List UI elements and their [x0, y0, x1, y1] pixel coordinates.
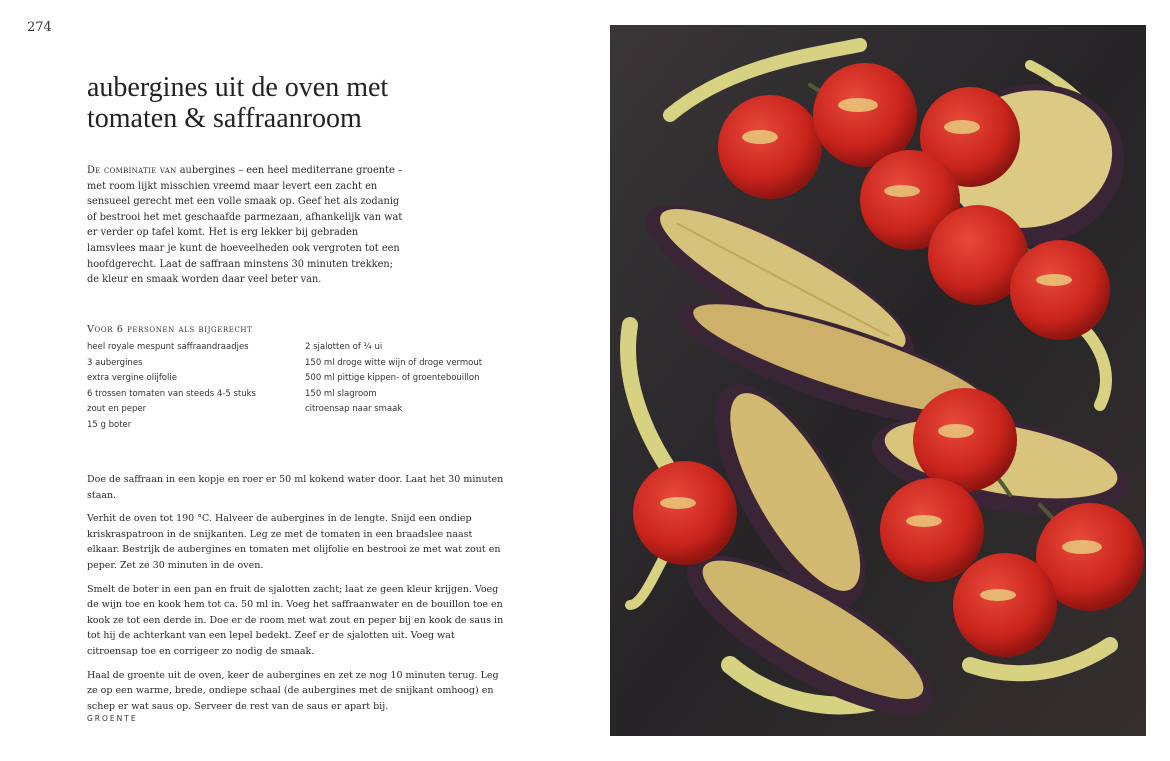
- intro-paragraph: [87, 163, 407, 288]
- ingredient-item: 6 trossen tomaten van steeds 4-5 stuks: [87, 388, 256, 399]
- method-section: [87, 472, 507, 722]
- method-step: Doe de saffraan in een kopje en roer er 50 ml kokend water door. Laat het 30 minuten staan.: [87, 474, 504, 501]
- ingredient-item: 2 sjalotten of ¼ ui: [305, 342, 383, 352]
- ingredient-item: 500 ml pittige kippen- of groentebouillon: [305, 373, 480, 383]
- ingredients-left-column: [87, 340, 256, 433]
- ingredient-item: 150 ml droge witte wijn of droge vermout: [305, 357, 483, 368]
- ingredients-heading: Voor 6 personen als bijgerecht: [87, 324, 253, 335]
- tomato: [953, 553, 1057, 657]
- title-line-1: aubergines uit de oven met: [87, 72, 389, 103]
- ingredient-item: heel royale mespunt saffraandraadjes: [87, 342, 249, 352]
- dish-photo-illustration: [610, 25, 1146, 736]
- tomato: [913, 388, 1017, 492]
- section-label: GROENTE: [87, 714, 138, 723]
- dish-photo: [610, 25, 1146, 736]
- ingredients-right-column: [305, 340, 482, 418]
- recipe-title: [87, 72, 388, 134]
- tomato: [1010, 240, 1110, 340]
- tomato: [880, 478, 984, 582]
- page-number: 274: [27, 20, 52, 35]
- ingredient-item: citroensap naar smaak: [305, 404, 403, 414]
- intro-text: aubergines – een heel mediterrane groente – met room lijkt misschien vreemd maar levert een zacht en sensueel gerecht met een volle smaak op. Geef het als zodanig of bestrooi het met geschaafde parmezaan, afhankelijk van wat er verder op tafel komt. Het is erg lekker bij gebraden lamsvlees maar je kunt de hoeveelheden ook vergroten tot een hoofdgerecht. Laat de saffraan minstens 30 minuten trekken; de kleur en smaak worden daar veel beter van.: [87, 165, 403, 286]
- method-step: Haal de groente uit de oven, keer de aubergines en zet ze nog 10 minuten terug. Leg ze op een warme, brede, ondiepe schaal (de aubergines met de snijkant omhoog) en schep er wat saus op. Serveer de rest van de saus er apart bij.: [87, 669, 499, 712]
- ingredient-item: 150 ml slagroom: [305, 388, 377, 399]
- intro-lead: De combinatie van: [87, 165, 177, 176]
- ingredient-item: zout en peper: [87, 404, 147, 414]
- method-step: Verhit de oven tot 190 °C. Halveer de aubergines in de lengte. Snijd een ondiep kriskraspatroon in de snijkanten. Leg ze met de tomaten in een braadslee naast elkaar. Bestrijk de aubergines en tomaten met olijfolie en bestrooi ze met wat zout en peper. Zet ze 30 minuten in de oven.: [87, 513, 501, 571]
- method-step: Smelt de boter in een pan en fruit de sjalotten zacht; laat ze geen kleur krijgen. Voeg de wijn toe en kook hem tot ca. 50 ml in. Voeg het saffraanwater en de bouillon toe en kook ze tot een derde in. Doe er de room met wat zout en peper bij en kook de saus in tot hij de achterkant van een lepel bedekt. Zeef er de sjalotten uit. Voeg wat citroensap toe en corrigeer zo nodig de smaak.: [87, 583, 504, 657]
- ingredient-item: 15 g boter: [87, 419, 132, 430]
- ingredient-item: extra vergine olijfolie: [87, 373, 177, 383]
- ingredient-item: 3 aubergines: [87, 357, 143, 368]
- tomato: [633, 461, 737, 565]
- title-line-2: tomaten & saffraanroom: [87, 103, 362, 134]
- tomato: [718, 95, 822, 199]
